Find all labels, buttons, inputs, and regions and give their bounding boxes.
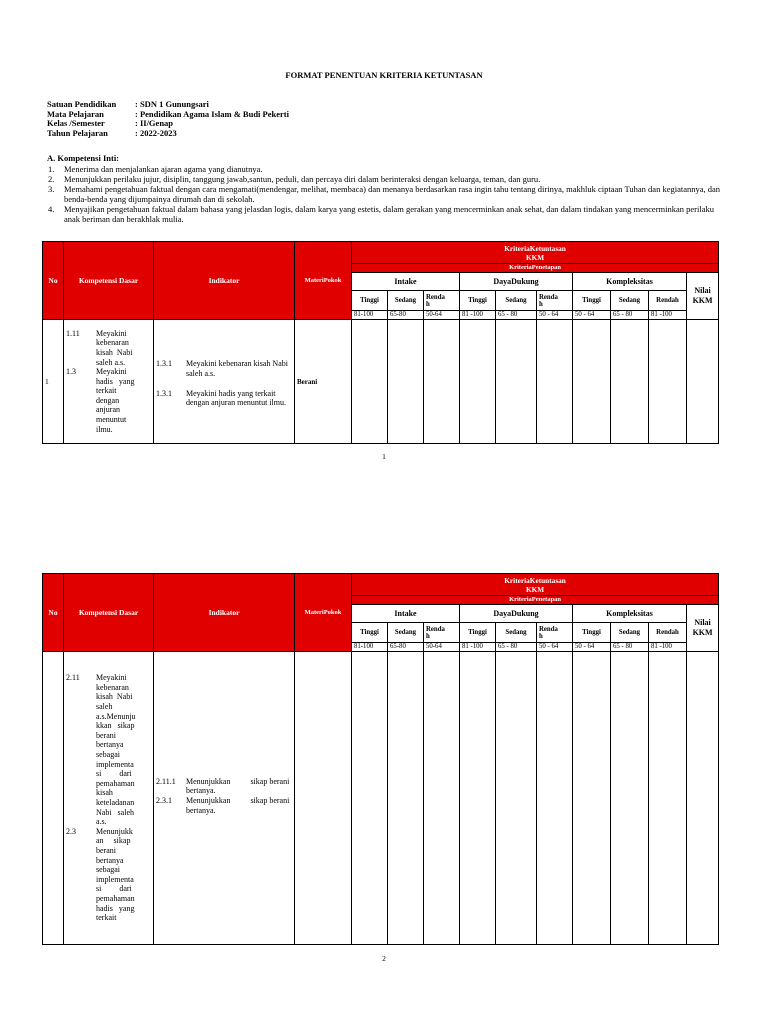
header-rendah bbox=[424, 291, 460, 311]
document-title: FORMAT PENENTUAN KRITERIA KETUNTASAN bbox=[285, 70, 483, 80]
header-sedang: Sedang bbox=[388, 623, 424, 643]
header-daya-dukung: DayaDukung bbox=[460, 273, 573, 291]
header-kompetensi-dasar: Kompetensi Dasar bbox=[64, 574, 154, 652]
empty-cell bbox=[460, 652, 496, 945]
header-sedang: Sedang bbox=[611, 291, 649, 311]
range-cell: 65 - 80 bbox=[496, 643, 537, 652]
kd-line: kisah Nabi bbox=[96, 347, 133, 357]
kd-line: a.s. bbox=[96, 817, 107, 827]
header-rendah bbox=[537, 623, 573, 643]
indikator-cell bbox=[154, 320, 295, 444]
identity-value: : II/Genap bbox=[135, 118, 174, 128]
kd-line: dengan bbox=[96, 395, 120, 405]
header-materi-pokok: MateriPokok bbox=[295, 574, 352, 652]
range-cell: 65-80 bbox=[388, 311, 424, 320]
kkm-table-page-1 bbox=[42, 241, 719, 444]
header-nilai-kkm bbox=[687, 605, 719, 652]
kd-line: si dari bbox=[96, 884, 132, 894]
kd-line: bertanya bbox=[96, 740, 124, 750]
empty-cell bbox=[649, 320, 687, 444]
empty-cell bbox=[573, 652, 611, 945]
rendah-part: Renda bbox=[539, 625, 558, 633]
header-sedang: Sedang bbox=[611, 623, 649, 643]
header-tinggi: Tinggi bbox=[460, 623, 496, 643]
ki-text: Menerima dan menjalankan ajaran agama yang dianutnya. bbox=[64, 164, 263, 174]
range-cell: 65-80 bbox=[388, 643, 424, 652]
kd-line: kisah Nabi bbox=[96, 692, 133, 702]
empty-cell bbox=[424, 320, 460, 444]
range-cell: 50-64 bbox=[424, 643, 460, 652]
ki-item bbox=[47, 204, 722, 224]
kd-line: hadis yang bbox=[96, 903, 135, 913]
indikator-text: Meyakini hadis yang terkait dengan anjuran menuntut ilmu. bbox=[186, 388, 286, 408]
kd-line: ilmu. bbox=[96, 424, 113, 434]
kd-item bbox=[66, 827, 151, 923]
materi-cell bbox=[295, 652, 352, 945]
kd-text bbox=[96, 367, 148, 434]
empty-cell bbox=[687, 320, 719, 444]
nilai-label: Nilai bbox=[694, 618, 711, 627]
range-cell: 81 -100 bbox=[649, 311, 687, 320]
ki-number: 2. bbox=[48, 174, 55, 184]
kd-line: kebenaran bbox=[96, 682, 129, 692]
header-rendah bbox=[537, 291, 573, 311]
kd-line: an sikap bbox=[96, 836, 131, 846]
header-indikator: Indikator bbox=[154, 574, 295, 652]
kriteria-title: KriteriaKetuntasan bbox=[504, 243, 566, 253]
kd-line: implementa bbox=[96, 874, 134, 884]
page-number: 1 bbox=[382, 452, 386, 461]
rendah-part: h bbox=[539, 632, 543, 640]
header-rendah: Rendah bbox=[649, 291, 687, 311]
kd-cell bbox=[64, 320, 154, 444]
page-number: 2 bbox=[382, 954, 386, 963]
kd-number: 1.11 bbox=[66, 328, 80, 338]
header-tinggi: Tinggi bbox=[352, 623, 388, 643]
header-tinggi: Tinggi bbox=[573, 291, 611, 311]
header-sedang: Sedang bbox=[496, 623, 537, 643]
header-kriteria bbox=[352, 242, 719, 264]
range-cell: 81 -100 bbox=[460, 311, 496, 320]
kd-line: saleh a.s. bbox=[96, 357, 126, 367]
ki-item bbox=[47, 184, 722, 204]
range-cell: 81-100 bbox=[352, 311, 388, 320]
range-cell: 50 - 64 bbox=[537, 311, 573, 320]
ki-text: Menunjukkan perilaku jujur, disiplin, tanggung jawab,santun, peduli, dan percaya diri dalam berinteraksi dengan keluarga, teman, dan guru. bbox=[64, 174, 541, 184]
identity-label: Kelas /Semester bbox=[47, 118, 105, 128]
kd-line: keteladanan bbox=[96, 798, 135, 807]
header-tinggi: Tinggi bbox=[573, 623, 611, 643]
row-number: 1 bbox=[43, 320, 64, 444]
kd-item bbox=[66, 329, 151, 367]
kkm-table-page-2 bbox=[42, 573, 719, 945]
indikator-number: 2.3.1 bbox=[156, 796, 172, 805]
empty-cell bbox=[352, 652, 388, 945]
ki-list bbox=[47, 164, 722, 224]
range-cell: 81 -100 bbox=[649, 643, 687, 652]
kd-text bbox=[96, 329, 148, 367]
kd-number: 1.3 bbox=[66, 367, 76, 377]
indikator-item bbox=[156, 389, 292, 408]
kd-line: anjuran bbox=[96, 405, 120, 415]
header-kompleksitas: Kompleksitas bbox=[573, 605, 687, 623]
identity-value: : Pendidikan Agama Islam & Budi Pekerti bbox=[135, 108, 289, 119]
empty-cell bbox=[573, 320, 611, 444]
kd-cell bbox=[64, 652, 154, 945]
kd-text bbox=[96, 827, 148, 923]
kd-line: terkait bbox=[96, 913, 117, 923]
range-cell: 50 - 64 bbox=[573, 311, 611, 320]
kd-line: bertanya bbox=[96, 855, 124, 865]
rendah-part: Renda bbox=[539, 293, 558, 301]
indikator-text: Menunjukkan sikap berani bertanya. bbox=[186, 776, 292, 796]
ki-item bbox=[47, 164, 722, 174]
ki-number: 4. bbox=[48, 204, 55, 214]
indikator-item bbox=[156, 777, 292, 796]
header-rendah bbox=[424, 623, 460, 643]
header-kriteria-penetapan: KriteriaPenetapan bbox=[352, 264, 719, 273]
rendah-part: h bbox=[426, 632, 430, 640]
header-nilai-kkm bbox=[687, 273, 719, 320]
kd-line: menuntut bbox=[96, 415, 127, 425]
empty-cell bbox=[687, 652, 719, 945]
kd-line: si dari bbox=[96, 769, 132, 779]
empty-cell bbox=[352, 320, 388, 444]
kd-number: 2.3 bbox=[66, 826, 76, 836]
ki-number: 1. bbox=[48, 164, 55, 174]
identity-block bbox=[47, 100, 289, 138]
empty-cell bbox=[611, 320, 649, 444]
header-tinggi: Tinggi bbox=[460, 291, 496, 311]
kd-line: pemahaman bbox=[96, 893, 135, 903]
kd-line: Meyakini bbox=[96, 673, 127, 683]
indikator-cell bbox=[154, 652, 295, 945]
kd-line: berani bbox=[96, 845, 116, 855]
range-cell: 65 - 80 bbox=[611, 643, 649, 652]
kd-item bbox=[66, 367, 151, 434]
header-intake: Intake bbox=[352, 605, 460, 623]
kkm-title: KKM bbox=[525, 584, 545, 594]
indikator-number: 2.11.1 bbox=[156, 776, 176, 786]
empty-cell bbox=[649, 652, 687, 945]
rendah-part: Renda bbox=[426, 293, 445, 301]
header-sedang: Sedang bbox=[388, 291, 424, 311]
range-cell: 50 - 64 bbox=[573, 643, 611, 652]
kd-line: hadis yang bbox=[96, 376, 135, 386]
kd-line: Meyakini bbox=[96, 328, 127, 338]
indikator-text: Meyakini kebenaran kisah Nabi saleh a.s. bbox=[186, 359, 288, 378]
kd-item bbox=[66, 673, 151, 827]
header-sedang: Sedang bbox=[496, 291, 537, 311]
kd-line: kisah bbox=[96, 788, 113, 798]
empty-cell bbox=[388, 652, 424, 945]
ki-text: Menyajikan pengetahuan faktual dalam bahasa yang jelasdan logis, dalam karya yang estetis, dalam gerakan yang mencerminkan anak sehat, dan dalam tindakan yang mencerminkan perilaku anak beriman dan berakhlak mulia. bbox=[64, 204, 715, 224]
kd-line: kkan sikap bbox=[96, 721, 135, 731]
materi-cell: Berani bbox=[295, 320, 352, 444]
range-cell: 81 -100 bbox=[460, 643, 496, 652]
kd-line: a.s.Menunju bbox=[96, 711, 136, 721]
empty-cell bbox=[611, 652, 649, 945]
empty-cell bbox=[460, 320, 496, 444]
identity-value: : 2022-2023 bbox=[135, 127, 177, 138]
kkm-label: KKM bbox=[692, 628, 713, 637]
empty-cell bbox=[424, 652, 460, 945]
kd-line: kebenaran bbox=[96, 338, 129, 348]
ki-text: Memahami pengetahuan faktual dengan cara mengamati(mendengar, melihat, membaca) dan menanya berdasarkan rasa ingin tahu tentang dirinya, makhluk ciptaan Tuhan dan kegiatannya, dan benda-benda yang dijumpainya dirumah dan di sekolah. bbox=[64, 184, 721, 204]
range-cell: 65 - 80 bbox=[611, 311, 649, 320]
ki-heading: A. Kompetensi Inti: bbox=[47, 153, 120, 163]
identity-row bbox=[47, 129, 289, 139]
header-no: No bbox=[43, 242, 64, 320]
header-materi-pokok: MateriPokok bbox=[295, 242, 352, 320]
indikator-number: 1.3.1 bbox=[156, 388, 172, 398]
indikator-number: 1.3.1 bbox=[156, 359, 172, 369]
header-kompleksitas: Kompleksitas bbox=[573, 273, 687, 291]
row-number bbox=[43, 652, 64, 945]
kd-line: sebagai bbox=[96, 750, 120, 760]
identity-label: Tahun Pelajaran bbox=[47, 127, 108, 138]
header-indikator: Indikator bbox=[154, 242, 295, 320]
kd-line: saleh bbox=[96, 702, 113, 712]
rendah-part: h bbox=[426, 300, 430, 308]
ki-item bbox=[47, 174, 722, 184]
kriteria-title: KriteriaKetuntasan bbox=[504, 575, 566, 585]
range-cell: 50-64 bbox=[424, 311, 460, 320]
kd-text bbox=[96, 673, 148, 827]
kkm-title: KKM bbox=[525, 252, 545, 262]
header-tinggi: Tinggi bbox=[352, 291, 388, 311]
range-cell: 81-100 bbox=[352, 643, 388, 652]
header-kriteria-penetapan: KriteriaPenetapan bbox=[352, 596, 719, 605]
indikator-item bbox=[156, 796, 292, 815]
rendah-part: Renda bbox=[426, 625, 445, 633]
kd-line: sebagai bbox=[96, 865, 120, 875]
header-kompetensi-dasar: Kompetensi Dasar bbox=[64, 242, 154, 320]
identity-label: Mata Pelajaran bbox=[47, 108, 104, 119]
empty-cell bbox=[496, 320, 537, 444]
range-cell: 50 - 64 bbox=[537, 643, 573, 652]
kd-line: implementa bbox=[96, 759, 134, 769]
header-intake: Intake bbox=[352, 273, 460, 291]
empty-cell bbox=[537, 652, 573, 945]
empty-cell bbox=[537, 320, 573, 444]
kd-line: Menunjukk bbox=[96, 826, 133, 836]
header-kriteria bbox=[352, 574, 719, 596]
kkm-label: KKM bbox=[692, 296, 713, 305]
header-daya-dukung: DayaDukung bbox=[460, 605, 573, 623]
indikator-item bbox=[156, 359, 292, 378]
header-rendah: Rendah bbox=[649, 623, 687, 643]
identity-value: : SDN 1 Gunungsari bbox=[135, 99, 209, 109]
kd-line: Meyakini bbox=[96, 367, 127, 377]
header-no: No bbox=[43, 574, 64, 652]
range-cell: 65 - 80 bbox=[496, 311, 537, 320]
ki-number: 3. bbox=[48, 184, 55, 194]
empty-cell bbox=[496, 652, 537, 945]
empty-cell bbox=[388, 320, 424, 444]
rendah-part: h bbox=[539, 300, 543, 308]
kd-line: berani bbox=[96, 730, 116, 740]
indikator-text: Menunjukkan sikap berani bertanya. bbox=[186, 796, 292, 815]
kd-line: terkait bbox=[96, 386, 117, 396]
identity-label: Satuan Pendidikan bbox=[47, 99, 117, 109]
kd-line: Nabi saleh bbox=[96, 807, 134, 817]
kd-number: 2.11 bbox=[66, 673, 80, 683]
kd-line: pemahaman bbox=[96, 778, 135, 788]
nilai-label: Nilai bbox=[694, 286, 711, 295]
